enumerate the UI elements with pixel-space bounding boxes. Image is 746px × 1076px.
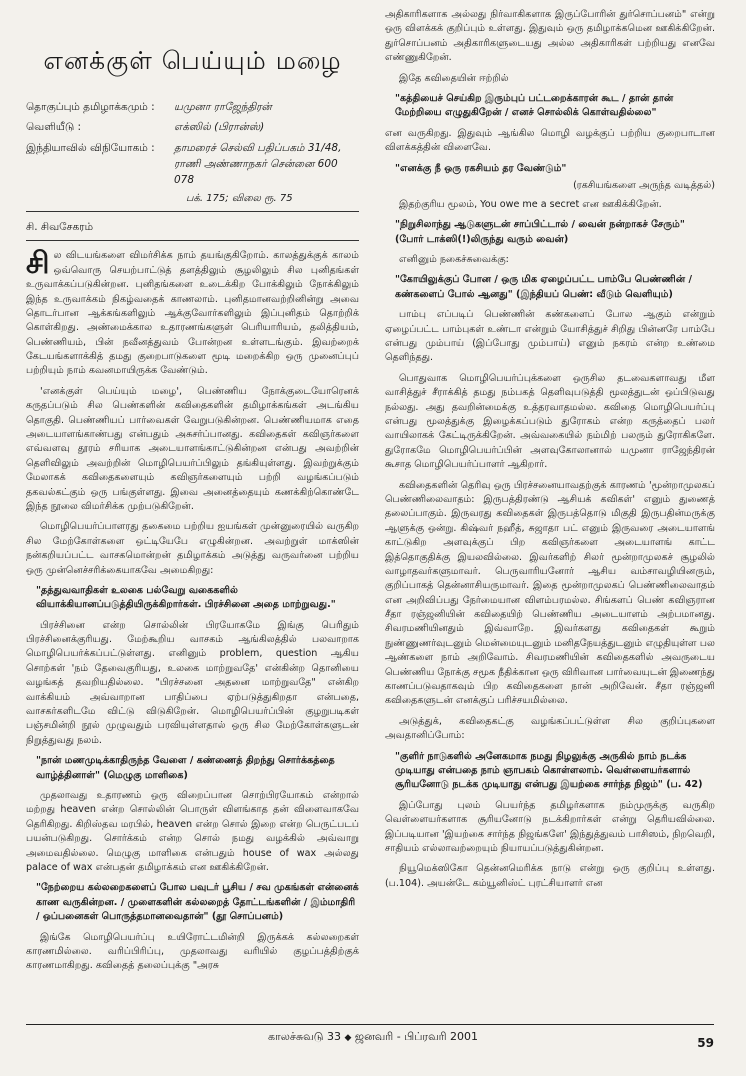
drop-cap: சி <box>26 246 50 282</box>
meta-value: எக்ஸில் (பிரான்ஸ்) <box>174 121 265 134</box>
reviewer-name: சி. சிவசேகரம் <box>26 216 359 241</box>
paragraph: பிரச்சினை என்ற சொல்லின் பிரயோகமே இங்கு பெரிதும் பிரச்சினைக்குரியது. மேற்கூறிய வாசகம் ஆங்கிலத்தில் பலவாறாக மொழிபெயர்க்கப்பட்டுள்ளது. எனினும் problem, question ஆகிய சொற்கள் 'நம் தேவைகுரியது, உலகை மாற்றுவதே' என்கின்ற தொனியை வழங்கத் தவறியதில்லை. "பிரச்சனை அதனை மாற்றுவதே" என்கிற வாக்கியம் அவ்வாறான பாதிப்பை ஏற்படுத்துகிறதா என்பதை, வாசகர்களிடமே விட்டு விடுகிறேன். மொழிபெயர்ப்பின் குழறுபடிகள் பஞ்சமின்றி நூல் முழுவதும் பரவியுள்ளதால் ஒரு சில மேற்கோள்களுடன் நிறுத்துவது நலம். <box>26 619 359 746</box>
paragraph: அடுத்துக், கவிதைகட்கு வழங்கப்பட்டுள்ள சில குறிப்புகளை அவதானிப்போம்: <box>385 715 715 742</box>
diamond-icon: ◆ <box>344 1033 352 1043</box>
footer-rule <box>26 1024 714 1025</box>
divider <box>26 211 359 212</box>
left-body <box>26 246 359 973</box>
quotation: "நிறுசிலாந்து ஆடுகளுடன் சாப்பிட்டால் / வைன் நன்றாகச் சேரும்" (போர் டாக்ஸி(!)லிருந்து வரும் வைன்) <box>395 219 685 245</box>
paragraph: இப்போது புலம் பெயர்ந்த தமிழர்களாக நம்முருக்கு வருகிற வெள்ளையர்களாக சூரியனோடு நடக்கிறார்கள் என்று தெரியவில்லை. இப்படியான 'இயற்கை சார்ந்த நிஜங்களே' இந்துத்துவம் பாசிஸம், நிறவெறி, சாதியம் எல்லாவற்றையும் நியாயப்படுத்துகின்றன. <box>385 799 715 854</box>
quotation: "கத்தியைச் செய்கிற இரும்புப் பட்டறைக்காரன் கூட / தான் தான் மேற்றியை எழுதுகிறேன் / எனச் சொல்லிக் கொள்வதில்லை" <box>395 92 674 119</box>
paragraph: இதற்குரிய மூலம், You owe me a secret என ஊகிக்கிறேன். <box>399 198 662 210</box>
meta-value: யமுனா ராஜேந்திரன் <box>174 101 272 113</box>
page-footer <box>0 1030 746 1050</box>
review-title: எனக்குள் பெய்யும் மழை <box>43 46 342 75</box>
paragraph: கவிதைகளின் தெரிவு ஒரு பிரச்சனையாவதற்குக் காரணம் 'மூன்றாமுலகப் பெண்ணிலைவாதம்: இருபத்திரண்டு ஆசியக் கவிகள்' எனும் துணைத் தலைப்பாகும். இருவரது கவிதைகள் இருபத்தொடு மிகுதி இருபதின்மருக்கு ஆளுக்கு ஒன்று. கிஷ்வர் நஹீத், சுஜாதா பட் எனும் இருவரை அடையாளங் காட்டுகிற அளவுக்குப் பிற கவிஞர்களை அடையாளங் காட்ட இத்தொகுதிக்கு இயலவில்லை. இவர்களிற் சிலர் மூன்றாமுலகச் சூழலில் வாழாதவர்களுமாவர். பெருவாரியனோர் ஆசிய வம்சாவழியினரும், குறிப்பாகத் தென்னாசியருமாவர். இதை மூன்றாமுலகப் பெண்ணிலைவாதம் என அறிவிப்பது நேர்மையான விளம்பரமல்ல. சிங்களப் பெண் கவிஞரான சீதா ரஞ்ஜனியின் கவிதையிற் பெண்ணிய அடையாளம் அற்பமானது. சிவரமணியினதும் இவ்வாறே. இவர்களது கவிதைகள் கூறும் நுண்ணுணர்வுடனும் மென்மையுடனும் மனிதநேயத்துடனும் எழுதியுள்ள பல ஆண்களை நாம் அறிவோம். சிவரமணியின் கவிதைகளில் அவருடைய பெண்ணிய நோக்கு சமூக நீதிக்கான ஒரு விரிவான பார்வையுடன் இணைந்து காணப்படுவதாகவும் பிற கவிதைகளை நான் அறிவேன். சீதா ரஞ்ஜனி கவிதைகளுடன் எனக்குப் பரிச்சயமில்லை. <box>385 479 715 707</box>
magazine-issue: காலச்சுவடு 33 <box>267 1030 341 1043</box>
book-details <box>26 97 359 190</box>
paragraph-text: ல விடயங்களை விமர்சிக்க நாம் தயங்குகிறோம். காலத்துக்குக் காலம் ஒவ்வொரு செயற்பாட்டுத் தளத்திலும் சூழலிலும் சில புனிதங்கள் உருவாக்கப்படுகின்றன. புனிதங்களை உடைக்கிற போக்கிலும் நோக்கிலும் இந்த உருவாக்கம் நிகழ்வதைக் காணலாம். புனிதமானவற்றினின்று அவை தொடர்பான ஆக்கங்களிலும் ஆக்குவோர்களிலும் இப்புனிதம் தொற்றிக் கொள்கிறது. அண்மைக்கால உதாரணங்களுள் பெரியாரியம், தலித்தியம், பெண்ணியம், பின் நவீனத்துவம் போன்றன உள்ளடங்கும். இவற்றைக் கேடயங்களாக்கித் தமது குறைபாடுகளை மூடி மறைக்கிற ஒரு முனைப்புப் பற்றியும் நாம் கவனமாயிருக்க வேண்டும். <box>26 250 359 377</box>
meta-key: வெளியீடு : <box>26 121 82 134</box>
paragraph: பொதுவாக மொழிபெயர்ப்புக்களை ஒருசில தடவைகளாவது மீள வாசித்துச் சீராக்கித் தமது நம்பகத் தெளிவுபடுத்தி மூலத்துடன் ஒப்பிடுவது நல்லது. அது தவறின்மைக்கு உத்தரவாதமல்ல. கவிதை மொழிபெயர்ப்பு என்பது மூலத்துக்கு இழைக்கப்படும் துரோகம் என்ற கருத்தைப் பலர் வாயிலாகக் கேட்டிருக்கிறேன். அவ்வகையில் நம்மிற் பலரும் துரோகிகளே. துரோகமே மொழிபெயர்ப்பின் அளவுகோலானால் யமுனா ராஜேந்திரன் கூசாத மொழிபெயர்ப்பாளர் ஆகிறார். <box>385 372 715 471</box>
paragraph: பாம்பு எப்படிப் பெண்ணின் கண்களைப் போல ஆகும் என்றும் ஏழைப்பட்ட பாம்புகள் உண்டா என்றும் யோசித்துச் சிறிது பின்னரே பாம்பே என்பது மும்பாய் (இப்போது மும்பாய்) எனும் நகரம் என்ற உண்மை தெளிந்தது. <box>385 309 715 364</box>
meta-key: தொகுப்பும் தமிழாக்கமும் : <box>26 101 155 113</box>
paragraph: அதிகாரிகளாக அல்லது நிர்வாகிகளாக இருப்போரின் துர்சொப்பனம்" என்று ஒரு விளக்கக் குறிப்பும் உள்ளது. இதுவும் ஒரு தமிழாக்கமென ஊகிக்கிறேன். துர்சொப்பனம் அதிகாரிகளுடையது அல்ல அதிகாரிகள் பற்றியது எனவே எண்ணுகிறேன். <box>385 9 715 64</box>
page-number: 59 <box>697 1036 714 1050</box>
right-column <box>385 8 715 1026</box>
quotation: "நான் மணமுடிக்காதிருந்த வேளை / கண்ணைத் திறந்து சொர்க்கத்தை வாழ்த்தினாள்" (மெழுகு மாளிகை) <box>36 755 335 781</box>
quotation: "எனக்கு நீ ஒரு ரகசியம் தர வேண்டும்" <box>395 162 567 174</box>
meta-key: இந்தியாவில் விநியோகம் : <box>26 141 155 154</box>
paragraph: மொழிபெயர்ப்பாளரது தகைமை பற்றிய ஐயங்கள் முன்னுரையில் வருகிற சில மேற்கோள்களை ஒட்டியேபே எழுகின்றன. அவற்றுள் மாக்ஸின் நன்கறியப்பட்ட வாசகமொன்றன் தமிழாக்கம் அடுத்து வருவர்னை பற்றிய ஒரு முன்னெச்சரிக்கையாகவே அமைகிறது: <box>26 521 359 576</box>
paragraph: எனினும் நகைச்சுவைக்கு: <box>399 254 509 266</box>
quotation: "கோயிலுக்குப் போன / ஒரு மிக ஏழைப்பட்ட பாம்பே பெண்ணின் / கண்களைப் போல் ஆனது" (இந்தியப் பெண்: வீடும் வெளியும்) <box>395 274 692 300</box>
paragraph <box>26 246 359 379</box>
meta-row-distributor <box>26 138 359 191</box>
quotation: "தத்துவவாதிகள் உலகை பல்வேறு வகைகளில் வியாக்கியானப்படுத்தியிருக்கிறார்கள். பிரச்சினை அதை மாற்றுவது." <box>36 584 336 611</box>
meta-value: தாமரைச் செல்வி பதிப்பகம் 31/48, ராணி அண்ணாநகர் சென்னை 600 078 <box>174 141 342 187</box>
meta-row-publisher <box>26 117 359 137</box>
paragraph: இதே கவிதையின் ஈற்றில் <box>399 72 509 84</box>
issue-date: ஜனவரி - பிப்ரவரி 2001 <box>354 1030 479 1043</box>
paragraph: முதலாவது உதாரணம் ஒரு விறைப்பான சொற்பிரயோகம் என்றால் மற்றது heaven என்ற சொல்லின் பொருள் விளங்காத தன் விளைவாகவே தெரிகிறது. கிறிஸ்தவ மரபில், heaven என்ற சொல் இறை என்ற பெருட்படப் பயன்படுகிறது. சொர்க்கம் என்ற சொல் நமது வழக்கில் அவ்வாறு அமைவதில்லை. மெழுகு மாளிகை என்பதும் house of wax அல்லது palace of wax என்பதன் தமிழாக்கம் என ஊகிக்கிறேன். <box>26 790 359 873</box>
quote-attribution: (ரகசியங்களை அருந்த வடித்தல்) <box>573 179 715 191</box>
paragraph: நியூமெக்ஸிகோ தென்னமெரிக்க நாடு என்று ஒரு குறிப்பு உள்ளது. (ப.104). அயன்டே கம்யூனிஸ்ட் புரட்சியாளர் என <box>385 863 715 889</box>
price-pages: பக். 175; விலை ரூ. 75 <box>186 193 293 205</box>
paragraph: இங்கே மொழிபெயர்ப்பு உயிரோட்டமின்றி இருக்கக் கல்லறைகள் காரணமில்லை. வரிப்பிரிப்பு, முதலாவது வரியில் குழப்பத்திற்குக் காரணமாகிறது. கவிதைத் தலைப்புக்கு "அரசு <box>26 931 359 972</box>
quotation: "நேற்றைய கல்லறைகளைப் போல பவுடர் பூசிய / சவ முகங்கள் என்னைக் காண வருகின்றன. / முளைகளின் கல்லறைத் தோட்டங்களின் / இம்மாதிரி / ஒப்பனைகள் பொருத்தமானவைதான்" (தூ சொப்பனம்) <box>36 882 359 923</box>
quotation: "குளிர் நாடுகளில் அனேகமாக நமது நிழலுக்கு அருகில் நாம் நடக்க முடியாது என்பதை நாம் ஞாபகம் கொள்ளலாம். வெள்ளையர்களால் சூரியனோடு நடக்க முடியாது என்பது இயற்கை சார்ந்த நிஜம்" (ப. 42) <box>395 750 703 791</box>
paragraph: 'எனக்குள் பெய்யும் மழை', பெண்ணிய நோக்குடையோரெனக் கருதப்படும் சில பெண்களின் கவிதைகளின் தமிழாக்கங்கள் அடங்கிய தொகுதி. பெண்ணியப் பார்வைகள் வேறுபடுகின்றன. பெண்ணியமாக எதை அடையாளங்காண்பது என்பதும் அசுசர்ப்பானது. கவிதைகள் கவிஞர்களை எவ்வளவு தூரம் சரியாக அடையாளங்காட்டுகின்றன என்பது அவற்றின் தெளிவிலும் அவற்றின் மொழிபெயர்ப்பிலும் தங்கியுள்ளது. இவற்றுக்கும் மேலாகக் கவிதைகளையும் கவிஞர்களையும் பற்றி வழங்கப்படும் தகவல்கட்கும் ஒரு பங்குள்ளது. இவை அனைத்தையும் கணக்கிற்கொண்டே இந்த நூலை விமர்சிக்க முற்படுகிறேன். <box>26 385 359 512</box>
paragraph: என வருகிறது. இதுவும் ஆங்கில மொழி வழக்குப் பற்றிய குறைபாடான விளக்கத்தின் விளைவே. <box>385 127 715 154</box>
left-column <box>26 8 359 1026</box>
meta-row-translator <box>26 97 359 117</box>
